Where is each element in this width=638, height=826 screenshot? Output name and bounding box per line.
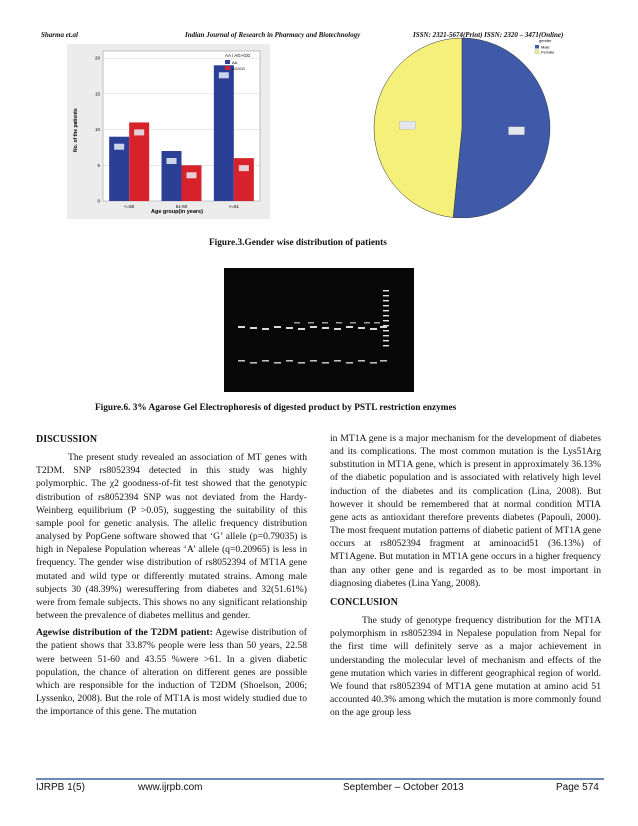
pie-legend-swatch-male [535, 45, 539, 49]
pie-chart-svg [352, 33, 572, 218]
y-tick-label: 0 [97, 198, 100, 204]
right-column [330, 432, 601, 723]
pie-legend-label-male: Male [541, 44, 550, 50]
gender-pie-chart [352, 33, 572, 218]
age-group-bar-chart [67, 44, 270, 219]
gel-band-upper [274, 326, 281, 328]
gel-ladder-band [383, 340, 389, 341]
gel-band-lower [334, 360, 341, 362]
gel-band-faint [308, 322, 314, 324]
conclusion-heading: CONCLUSION [330, 596, 398, 608]
bar-data-label-box [167, 158, 177, 164]
gel-band-lower [298, 362, 305, 364]
x-tick-label: 51-60 [175, 204, 188, 209]
bar-data-label-box [187, 172, 197, 178]
gel-band-lower [274, 362, 281, 364]
bar-legend-title: AA / AG+GG [225, 53, 251, 58]
gel-band-upper [370, 328, 377, 330]
bar-data-label-box [239, 165, 249, 171]
bar-chart-svg [67, 44, 270, 219]
gel-band-upper [286, 327, 293, 329]
y-axis-label: No. of the patients [73, 108, 79, 152]
gel-band-lower [370, 362, 377, 364]
gel-band-lower [286, 360, 293, 362]
bar-ag-gg-2 [234, 158, 254, 201]
pie-label-box [508, 127, 524, 135]
mt1a-paragraph: in MT1A gene is a major mechanism for the development of diabetes and its complications. The most common mutation is the Lys51Arg substitution in MT1A gene, which is present in approximately 36.13% of the diabetic population and is associated with relatively high level induction of the diabetes and its complication (Lina, 2008). But however it should be remembered that at normal condition MTIA gene acts as antioxidant therefore prevents diabetes (Papouli, 2000). The most frequent mutation patterns of diabetic patient of MT1A gene occurs at rs8052394 fragment at aminoacid51 (36.13%) of MT1Agene. But mutation in MT1A gene occurs in a higher frequency than any other gene and is regarded as to be most important in diagnosing diabetes (Lina Yang, 2008). [330, 433, 601, 589]
gel-band-faint [294, 322, 300, 324]
gel-ladder-band [383, 305, 389, 306]
legend-swatch-ag [225, 66, 230, 70]
legend-label-ag: AG/GG [232, 66, 246, 71]
footer-issue: September – October 2013 [343, 782, 464, 793]
pie-legend-swatch-female [535, 50, 539, 54]
gel-band-lower [250, 362, 257, 364]
gel-band-upper [346, 326, 353, 328]
y-tick-label: 10 [94, 127, 100, 133]
gel-ladder-band [383, 325, 389, 326]
gel-band-upper [334, 328, 341, 330]
footer-rule [36, 778, 604, 780]
footer-journal: IJRPB 1(5) [36, 782, 85, 793]
bar-aa-2 [214, 65, 234, 201]
legend-label-aa: AA [232, 60, 238, 65]
gel-ladder-band [383, 330, 389, 331]
x-axis-label: Age group(in years) [151, 209, 203, 215]
gel-band-faint [350, 322, 356, 324]
x-tick-label: <=50 [124, 204, 135, 209]
agewise-text: Agewise distribution of the patient shows that 33.87% people were less than 50 years, 22.58 were between 51-60 and 43.55 %were >61. In a given diabetic population, the chance of alteration on different genes are possible which are responsible for the induction of T2DM (Shoelson, 2006; Lyssenko, 2008). But the role of MT1A is most widely studied due to the importance of this gene. The mutation [36, 627, 308, 718]
gel-ladder-band [383, 300, 389, 301]
gel-band-upper [298, 328, 305, 330]
bar-data-label-box [134, 129, 144, 135]
gel-band-lower [358, 360, 365, 362]
pie-label-box [400, 121, 416, 129]
gel-band-lower [238, 360, 245, 362]
footer-url: www.ijrpb.com [138, 782, 203, 793]
conclusion-paragraph: The study of genotype frequency distribution for the MT1A polymorphism in rs8052394 in Nepalese population from Nepal for the first time will definitely serve as a major achievement in understanding the molecular level of mechanism and effects of the gene mutation which varies in different geographical region of world. We found that rs8052394 of MT1A gene mutation at amino acid 51 accounted 40.3% among which the mutation is more commonly found on the age group less [330, 615, 601, 719]
gel-electrophoresis-image [224, 268, 414, 392]
gel-band-upper [358, 327, 365, 329]
bar-data-label-box [219, 72, 229, 78]
pie-legend-label-female: Female [541, 49, 555, 55]
x-tick-label: >=61 [228, 204, 239, 209]
running-header-journal: Indian Journal of Research in Pharmacy and Biotechnology [185, 31, 361, 39]
footer-page-number: Page 574 [556, 782, 599, 793]
y-tick-label: 5 [97, 162, 100, 168]
gel-ladder-band [383, 335, 389, 336]
discussion-paragraph: The present study revealed an association of MT genes with T2DM. SNP rs8052394 detected in this study was highly polymorphic. The χ2 goodness-of-fit test showed that the genotypic distribution of rs8052394 SNP was not deviated from the Hardy- Weinberg equilibrium (P >0.05), suggesting the suitability of this sample pool for genetic analysis. The allelic frequency distribution analysed by PopGene software showed that ‘G’ allele (p=0.79035) is high in Nepalese Population whereas ‘A’ allele (q=0.20965) is less in frequency. The gender wise distribution of rs8052394 of MT1A gene mutated and wild type or differently mutated strains. Among male subjects 30 (48.39%) weresuffering from diabetes and 32(51.61%) were from female subjects. This shows no any significant relationship between the prevalence of diabetes mellitus and gender. [36, 452, 307, 622]
gel-band-upper [250, 327, 257, 329]
left-column [36, 433, 307, 722]
pie-slice-male [453, 38, 550, 218]
gel-ladder-band [383, 290, 389, 291]
gel-band-faint [364, 322, 370, 324]
gel-band-faint [336, 322, 342, 324]
gel-band-lower [262, 360, 269, 362]
y-tick-label: 15 [94, 91, 100, 97]
gel-ladder-band [383, 310, 389, 311]
gel-band-upper [310, 326, 317, 328]
gel-ladder-band [383, 295, 389, 296]
bar-ag-gg-1 [182, 165, 202, 201]
y-tick-label: 20 [94, 55, 100, 61]
running-header-author: Sharma et.al [41, 31, 78, 39]
gel-svg [224, 268, 414, 392]
gel-band-lower [322, 362, 329, 364]
gel-band-lower [380, 360, 387, 362]
gel-ladder-band [383, 315, 389, 316]
gel-band-lower [346, 362, 353, 364]
running-header-issn: ISSN: 2321-5674(Print) ISSN: 2320 – 3471(Online) [413, 31, 564, 39]
pie-legend-title: gender [539, 38, 552, 43]
gel-band-upper [262, 328, 269, 330]
gel-band-upper [322, 327, 329, 329]
gel-ladder-band [383, 320, 389, 321]
gel-band-faint [374, 322, 380, 324]
legend-swatch-aa [225, 60, 230, 64]
bar-data-label-box [114, 144, 124, 150]
agewise-paragraph [36, 626, 307, 718]
discussion-heading: DISCUSSION [36, 434, 98, 445]
figure3-caption: Figure.3.Gender wise distribution of patients [209, 238, 387, 248]
gel-band-faint [322, 322, 328, 324]
gel-band-lower [310, 360, 317, 362]
gel-ladder-band [383, 345, 389, 346]
agewise-heading: Agewise distribution of the T2DM patient: [36, 627, 213, 639]
figure6-caption: Figure.6. 3% Agarose Gel Electrophoresis of digested product by PSTL restriction enzymes [95, 403, 457, 413]
gel-band-upper [238, 326, 245, 328]
pie-slice-female [374, 38, 462, 218]
